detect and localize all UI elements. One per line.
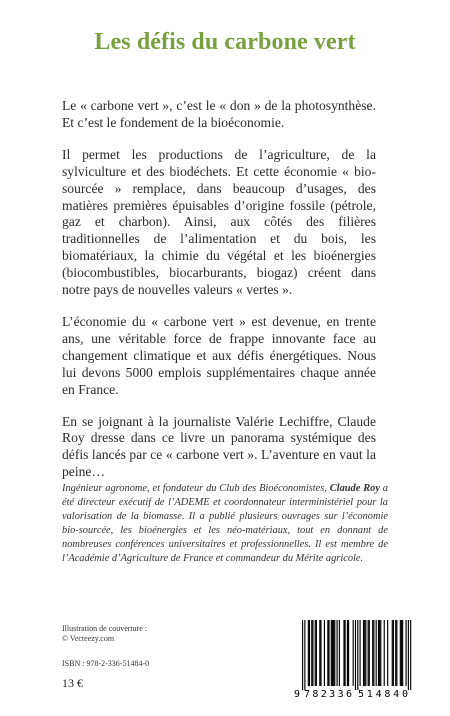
blurb-paragraph-4: En se joignant à la journaliste Valérie Lechiffre, Claude Roy dresse dans ce livre un panorama systémique des défis lancés par ce « carbone vert ». L’aventure en vaut la peine… <box>62 413 376 480</box>
blurb-paragraph-2: Il permet les productions de l’agriculture, de la sylviculture et des biodéchets. Et cette économie « bio-sourcée » remplace, dans beaucoup d’usages, des matières premières épuisables d’origine fossile (pétrole, gaz et charbon). Ainsi, aux côtés des filières traditionnelles de l’alimentation et du bois, les biomatériaux, la chimie du végétal et les bioénergies (biocombustibles, biocarburants, biogaz) créent dans notre pays de nouvelles valeurs « vertes ». <box>62 146 376 298</box>
barcode-bar <box>387 620 388 686</box>
barcode-bar <box>365 620 366 686</box>
barcode-bar <box>311 620 312 686</box>
barcode-bar <box>331 620 332 686</box>
barcode-bar <box>302 620 303 690</box>
barcode-bar <box>334 620 335 686</box>
barcode-bar <box>360 620 361 686</box>
barcode-bar <box>339 620 340 686</box>
barcode-bar <box>343 620 344 686</box>
barcode-bar <box>378 620 379 686</box>
bio-rest: a été directeur exécutif de l’ADEME et coordonnateur interministériel pour la valorisation de la biomasse. Il a publié plusieurs ouvrages sur l’économie bio-sourcée, les bioénergies et les néo-matériaux, tout en donnant de nombreuses conférences universitaires et professionnelles. Il est membre de l’Académie d’Agriculture de France et commandeur du Mérite agricole. <box>62 483 389 564</box>
author-bio <box>62 482 388 566</box>
blurb-paragraph-1: Le « carbone vert », c’est le « don » de la photosynthèse. Et c’est le fondement de la bioéconomie. <box>62 98 376 130</box>
barcode-bar <box>355 620 356 690</box>
credits-line-2: © Vecteezy.com <box>62 634 115 643</box>
barcode <box>292 616 417 700</box>
barcode-bar <box>348 620 349 686</box>
barcode-bar <box>309 620 310 686</box>
author-name: Claude Roy <box>329 483 380 494</box>
barcode-bar <box>380 620 381 686</box>
barcode-bar <box>376 620 377 686</box>
barcode-bar <box>319 620 320 686</box>
illustration-credits <box>62 624 242 644</box>
back-cover-blurb <box>62 98 376 496</box>
barcode-bar <box>304 620 305 690</box>
credits-line-1: Illustration de couverture : <box>62 624 148 633</box>
barcode-bar <box>316 620 317 686</box>
barcode-bar <box>324 620 325 686</box>
barcode-graphic <box>292 616 417 700</box>
barcode-digits-right: 514840 <box>358 689 408 700</box>
barcode-bar <box>401 620 402 686</box>
barcode-bar <box>353 620 354 686</box>
barcode-bar <box>368 620 369 686</box>
barcode-bar <box>410 620 411 690</box>
barcode-bar <box>308 620 309 686</box>
barcode-bar <box>408 620 409 690</box>
barcode-bar <box>327 620 328 686</box>
barcode-bar <box>396 620 397 686</box>
barcode-bar <box>400 620 401 686</box>
barcode-bar <box>312 620 313 686</box>
barcode-bar <box>337 620 338 686</box>
blurb-paragraph-3: L’économie du « carbone vert » est devenue, en trente ans, une véritable force de frappe innovante face au changement climatique et aux défis énergétiques. Nous lui devons 5000 emplois supplémentaires chaque année en France. <box>62 313 376 397</box>
barcode-bar <box>379 620 380 686</box>
barcode-digits-left: 782336 <box>304 689 352 700</box>
barcode-bar <box>320 620 321 686</box>
barcode-bar <box>395 620 396 686</box>
barcode-bar <box>373 620 374 686</box>
barcode-bar <box>332 620 333 686</box>
barcode-bar <box>364 620 365 686</box>
barcode-bar <box>328 620 329 686</box>
barcode-bar <box>392 620 393 686</box>
barcode-bar <box>315 620 316 686</box>
barcode-bar <box>402 620 403 686</box>
barcode-bar <box>347 620 348 686</box>
barcode-bar <box>345 620 346 686</box>
isbn-number: ISBN : 978-2-336-51484-0 <box>62 659 150 668</box>
barcode-bar <box>384 620 385 686</box>
barcode-bar <box>369 620 370 686</box>
book-title: Les défis du carbone vert <box>94 29 356 55</box>
barcode-bar <box>357 620 358 690</box>
barcode-digit-first: 9 <box>294 689 301 700</box>
barcode-bar <box>372 620 373 686</box>
barcode-bar <box>406 620 407 686</box>
price: 13 € <box>62 676 83 690</box>
bio-intro: Ingénieur agronome, et fondateur du Club des Bioéconomistes, <box>62 483 330 494</box>
barcode-bar <box>333 620 334 686</box>
barcode-bar <box>363 620 364 686</box>
barcode-bar <box>393 620 394 686</box>
